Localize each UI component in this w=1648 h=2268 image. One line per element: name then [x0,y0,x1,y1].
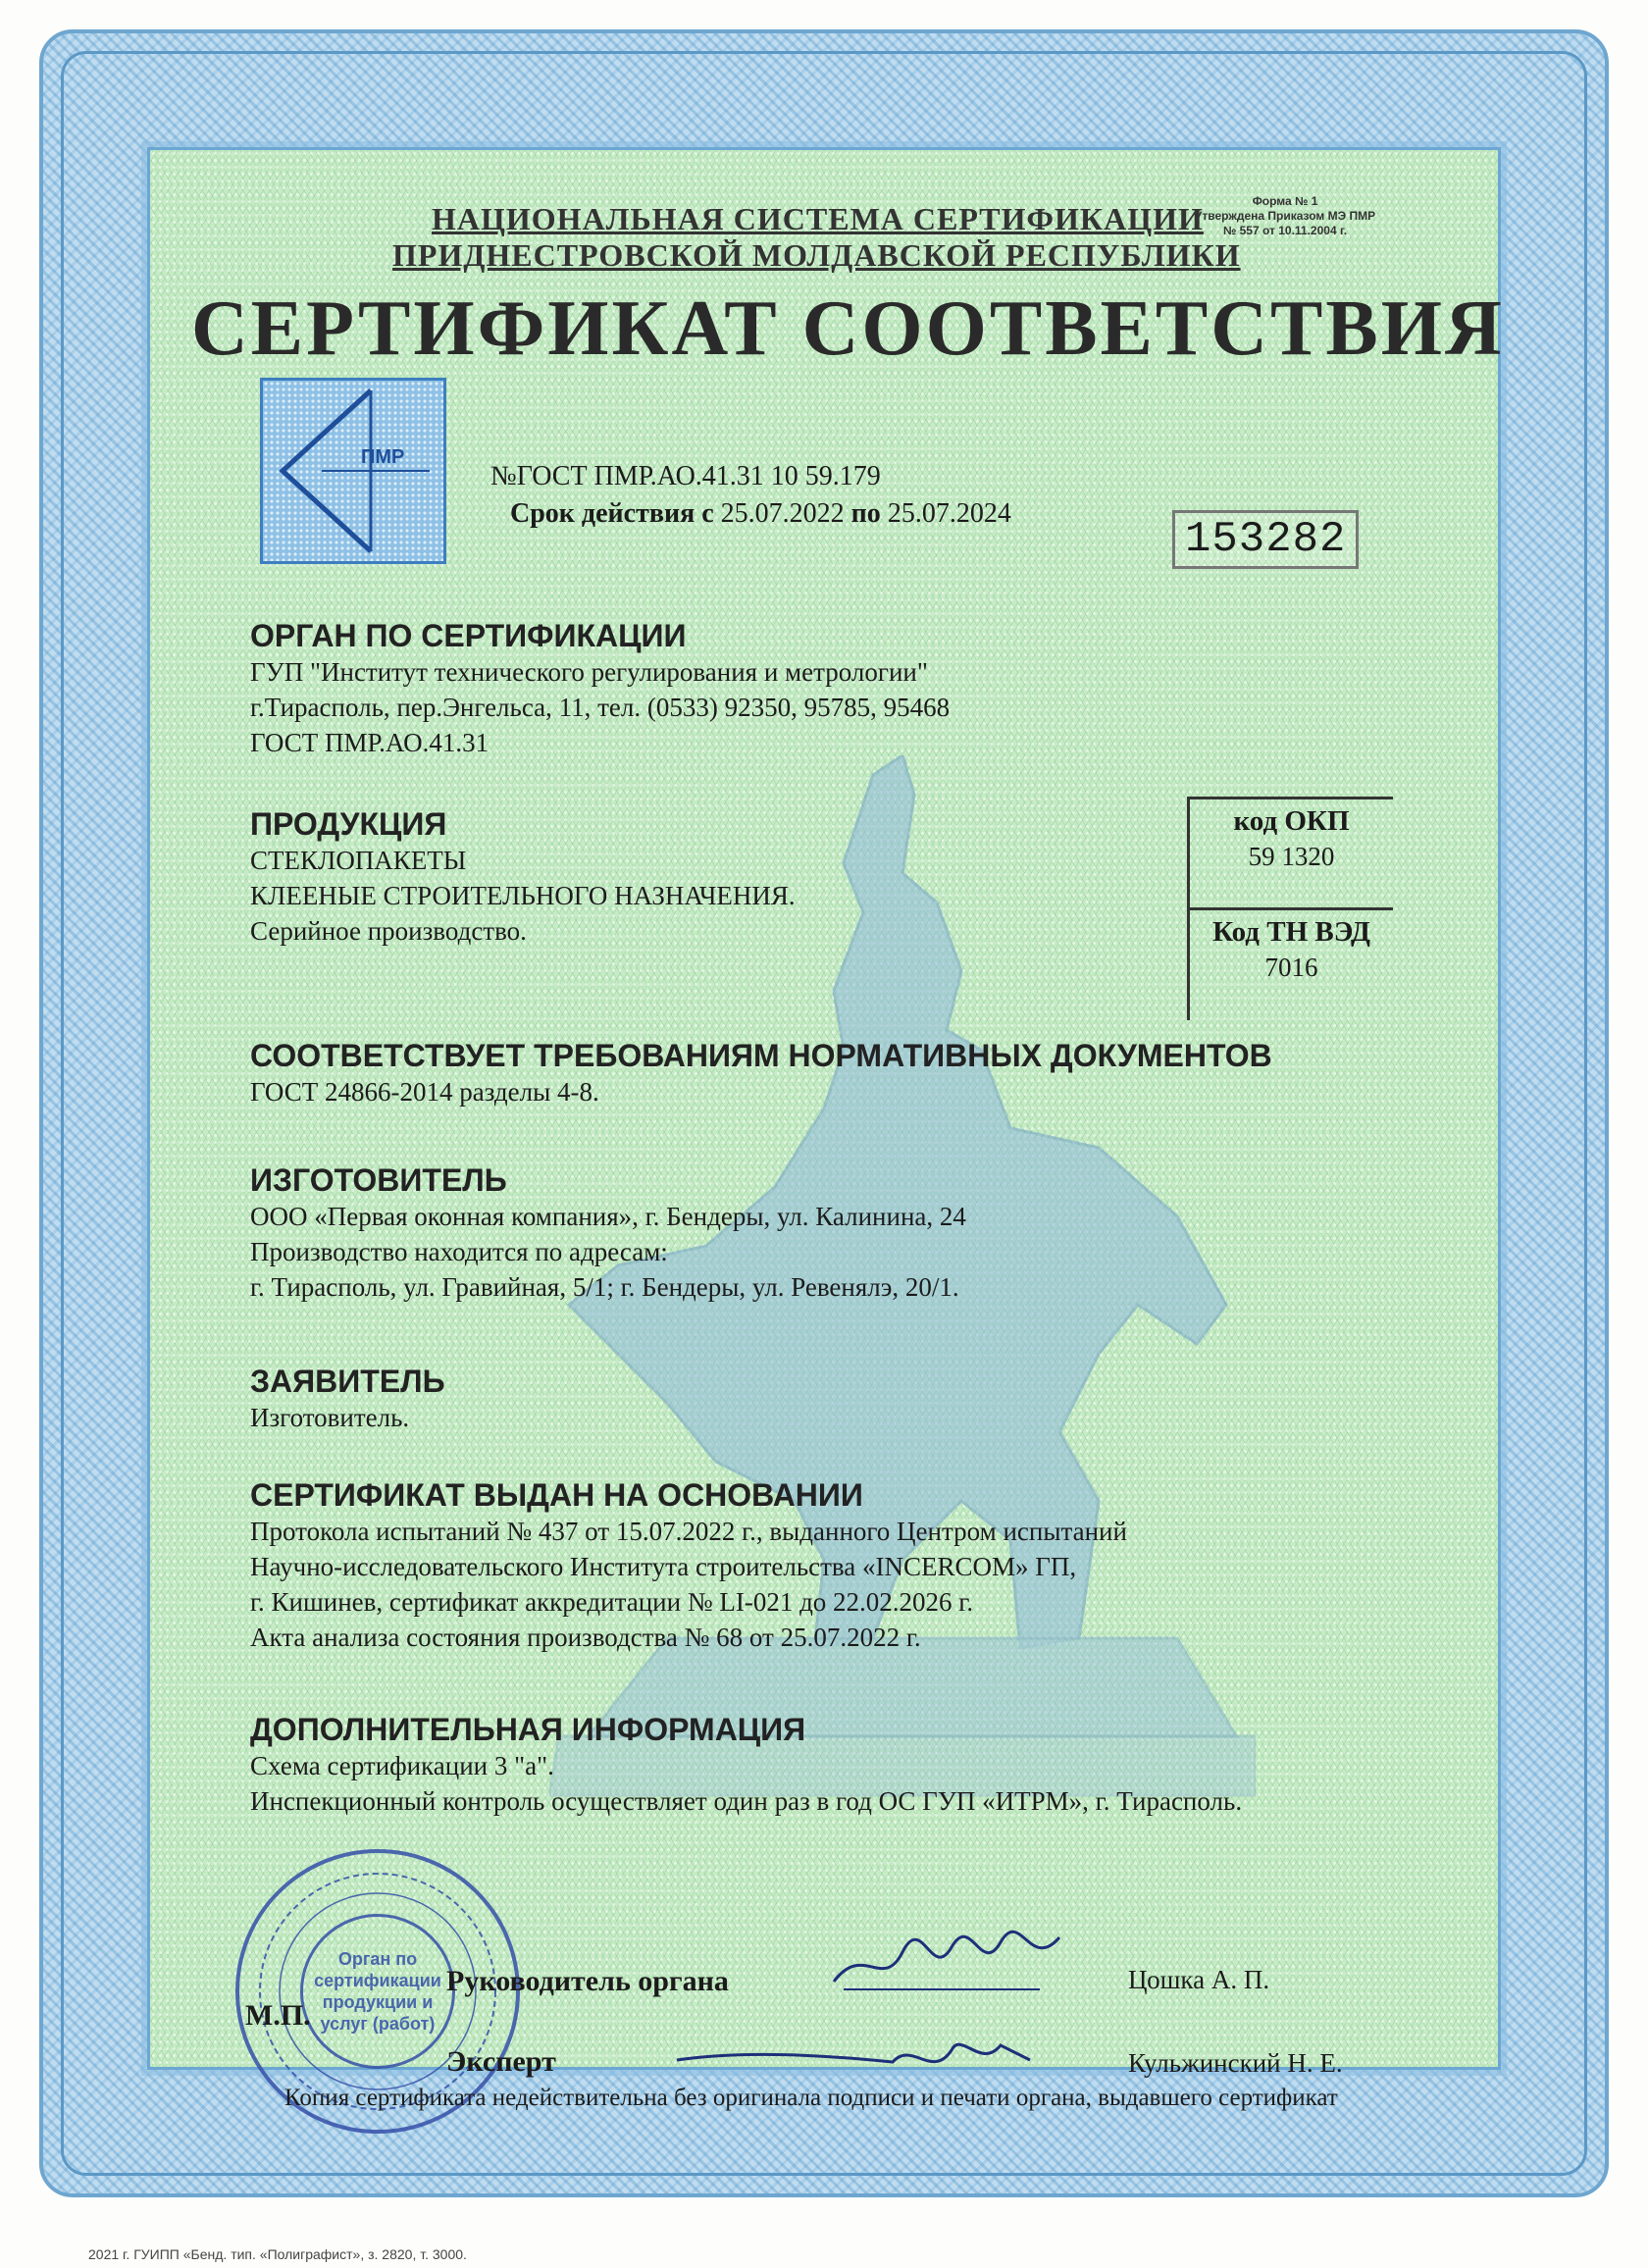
pmr-logo-icon [263,381,443,561]
section-line: ГУП "Институт технического регулирования и метрологии" [250,657,928,687]
form-note-line: Утверждена Приказом МЭ ПМР [1194,209,1376,223]
validity-line [510,498,1011,530]
section-line: ГОСТ 24866-2014 разделы 4-8. [250,1077,599,1107]
section-heading: ОРГАН ПО СЕРТИФИКАЦИИ [250,618,687,653]
form-note [1167,194,1403,238]
mp-label: М.П. [245,1999,311,2032]
section-line: Серийное производство. [250,916,527,946]
okp-label: код ОКП [1233,805,1350,837]
section-line: г. Кишинев, сертификат аккредитации № LI-021 до 22.02.2026 г. [250,1587,974,1617]
head-signature-icon [824,1923,1079,2001]
form-note-line: № 557 от 10.11.2004 г. [1222,224,1348,237]
valid-from: 25.07.2022 [720,498,845,529]
header-line-2: ПРИДНЕСТРОВСКОЙ МОЛДАВСКОЙ РЕСПУБЛИКИ [392,237,1241,273]
section-line: Производство находится по адресам: [250,1237,668,1266]
pmr-logo [260,378,446,564]
head-label: Руководитель органа [446,1965,729,1997]
serial-number: 153282 [1172,510,1359,569]
tnved-label: Код ТН ВЭД [1212,916,1370,948]
section-line: ООО «Первая оконная компания», г. Бендеры, ул. Калинина, 24 [250,1202,966,1231]
section-line: ГОСТ ПМР.АО.41.31 [250,728,489,757]
section-heading: ИЗГОТОВИТЕЛЬ [250,1162,507,1198]
section-line: Протокола испытаний № 437 от 15.07.2022 г., выданного Центром испытаний [250,1517,1127,1546]
certificate-number: №ГОСТ ПМР.АО.41.31 10 59.179 [490,461,881,491]
validity-prefix: Срок действия с [510,498,714,529]
section-line: СТЕКЛОПАКЕТЫ [250,846,467,875]
section-line: КЛЕЕНЫЕ СТРОИТЕЛЬНОГО НАЗНАЧЕНИЯ. [250,881,796,910]
section-heading: ДОПОЛНИТЕЛЬНАЯ ИНФОРМАЦИЯ [250,1712,806,1747]
section-heading: СООТВЕТСТВУЕТ ТРЕБОВАНИЯМ НОРМАТИВНЫХ ДОКУМЕНТОВ [250,1038,1272,1073]
okp-code-box [1187,797,1393,909]
okp-value: 59 1320 [1248,842,1335,871]
print-info: 2021 г. ГУИПП «Бенд. тип. «Полиграфист», з. 2820, т. 3000. [88,2246,467,2262]
header-line-1: НАЦИОНАЛЬНАЯ СИСТЕМА СЕРТИФИКАЦИИ [432,201,1204,236]
tnved-value: 7016 [1264,953,1318,982]
valid-to: 25.07.2024 [887,498,1011,529]
section-applicant [250,1364,445,1435]
validity-mid: по [850,498,881,529]
section-heading: СЕРТИФИКАТ ВЫДАН НА ОСНОВАНИИ [250,1477,863,1513]
section-basis [250,1477,1127,1655]
section-organ [250,618,950,760]
section-line: г.Тирасполь, пер.Энгельса, 11, тел. (0533) 92350, 95785, 95468 [250,693,951,722]
section-line: Инспекционный контроль осуществляет один раз в год ОС ГУП «ИТРМ», г. Тирасполь. [250,1786,1243,1816]
section-heading: ЗАЯВИТЕЛЬ [250,1364,445,1399]
section-line: Научно-исследовательского Института строительства «INCERCOM» ГП, [250,1552,1077,1581]
section-line: Изготовитель. [250,1403,410,1432]
form-note-line: Форма № 1 [1252,194,1318,208]
stamp-center-text: Орган по сертификации продукции и услуг (работ) [300,1914,455,2069]
expert-name: Кульжинский Н. Е. [1128,2048,1343,2078]
tnved-code-box [1187,907,1393,1020]
section-manufacturer [250,1162,966,1305]
section-additional [250,1712,1242,1819]
section-line: Схема сертификации 3 "а". [250,1751,554,1780]
expert-signature-icon [667,2021,1040,2089]
head-name: Цошка А. П. [1128,1965,1270,1994]
footer-note: Копия сертификата недействительна без оригинала подписи и печати органа, выдавшего сертификат [284,2085,1338,2111]
certificate-title: СЕРТИФИКАТ СООТВЕТСТВИЯ [191,285,1505,372]
pmr-logo-text: ПМР [361,446,405,468]
expert-label: Эксперт [446,2045,556,2078]
section-line: г. Тирасполь, ул. Гравийная, 5/1; г. Бендеры, ул. Ревенялэ, 20/1. [250,1272,959,1302]
section-product [250,806,796,949]
section-heading: ПРОДУКЦИЯ [250,806,447,842]
section-line: Акта анализа состояния производства № 68 от 25.07.2022 г. [250,1623,921,1652]
section-compliance [250,1038,1272,1109]
